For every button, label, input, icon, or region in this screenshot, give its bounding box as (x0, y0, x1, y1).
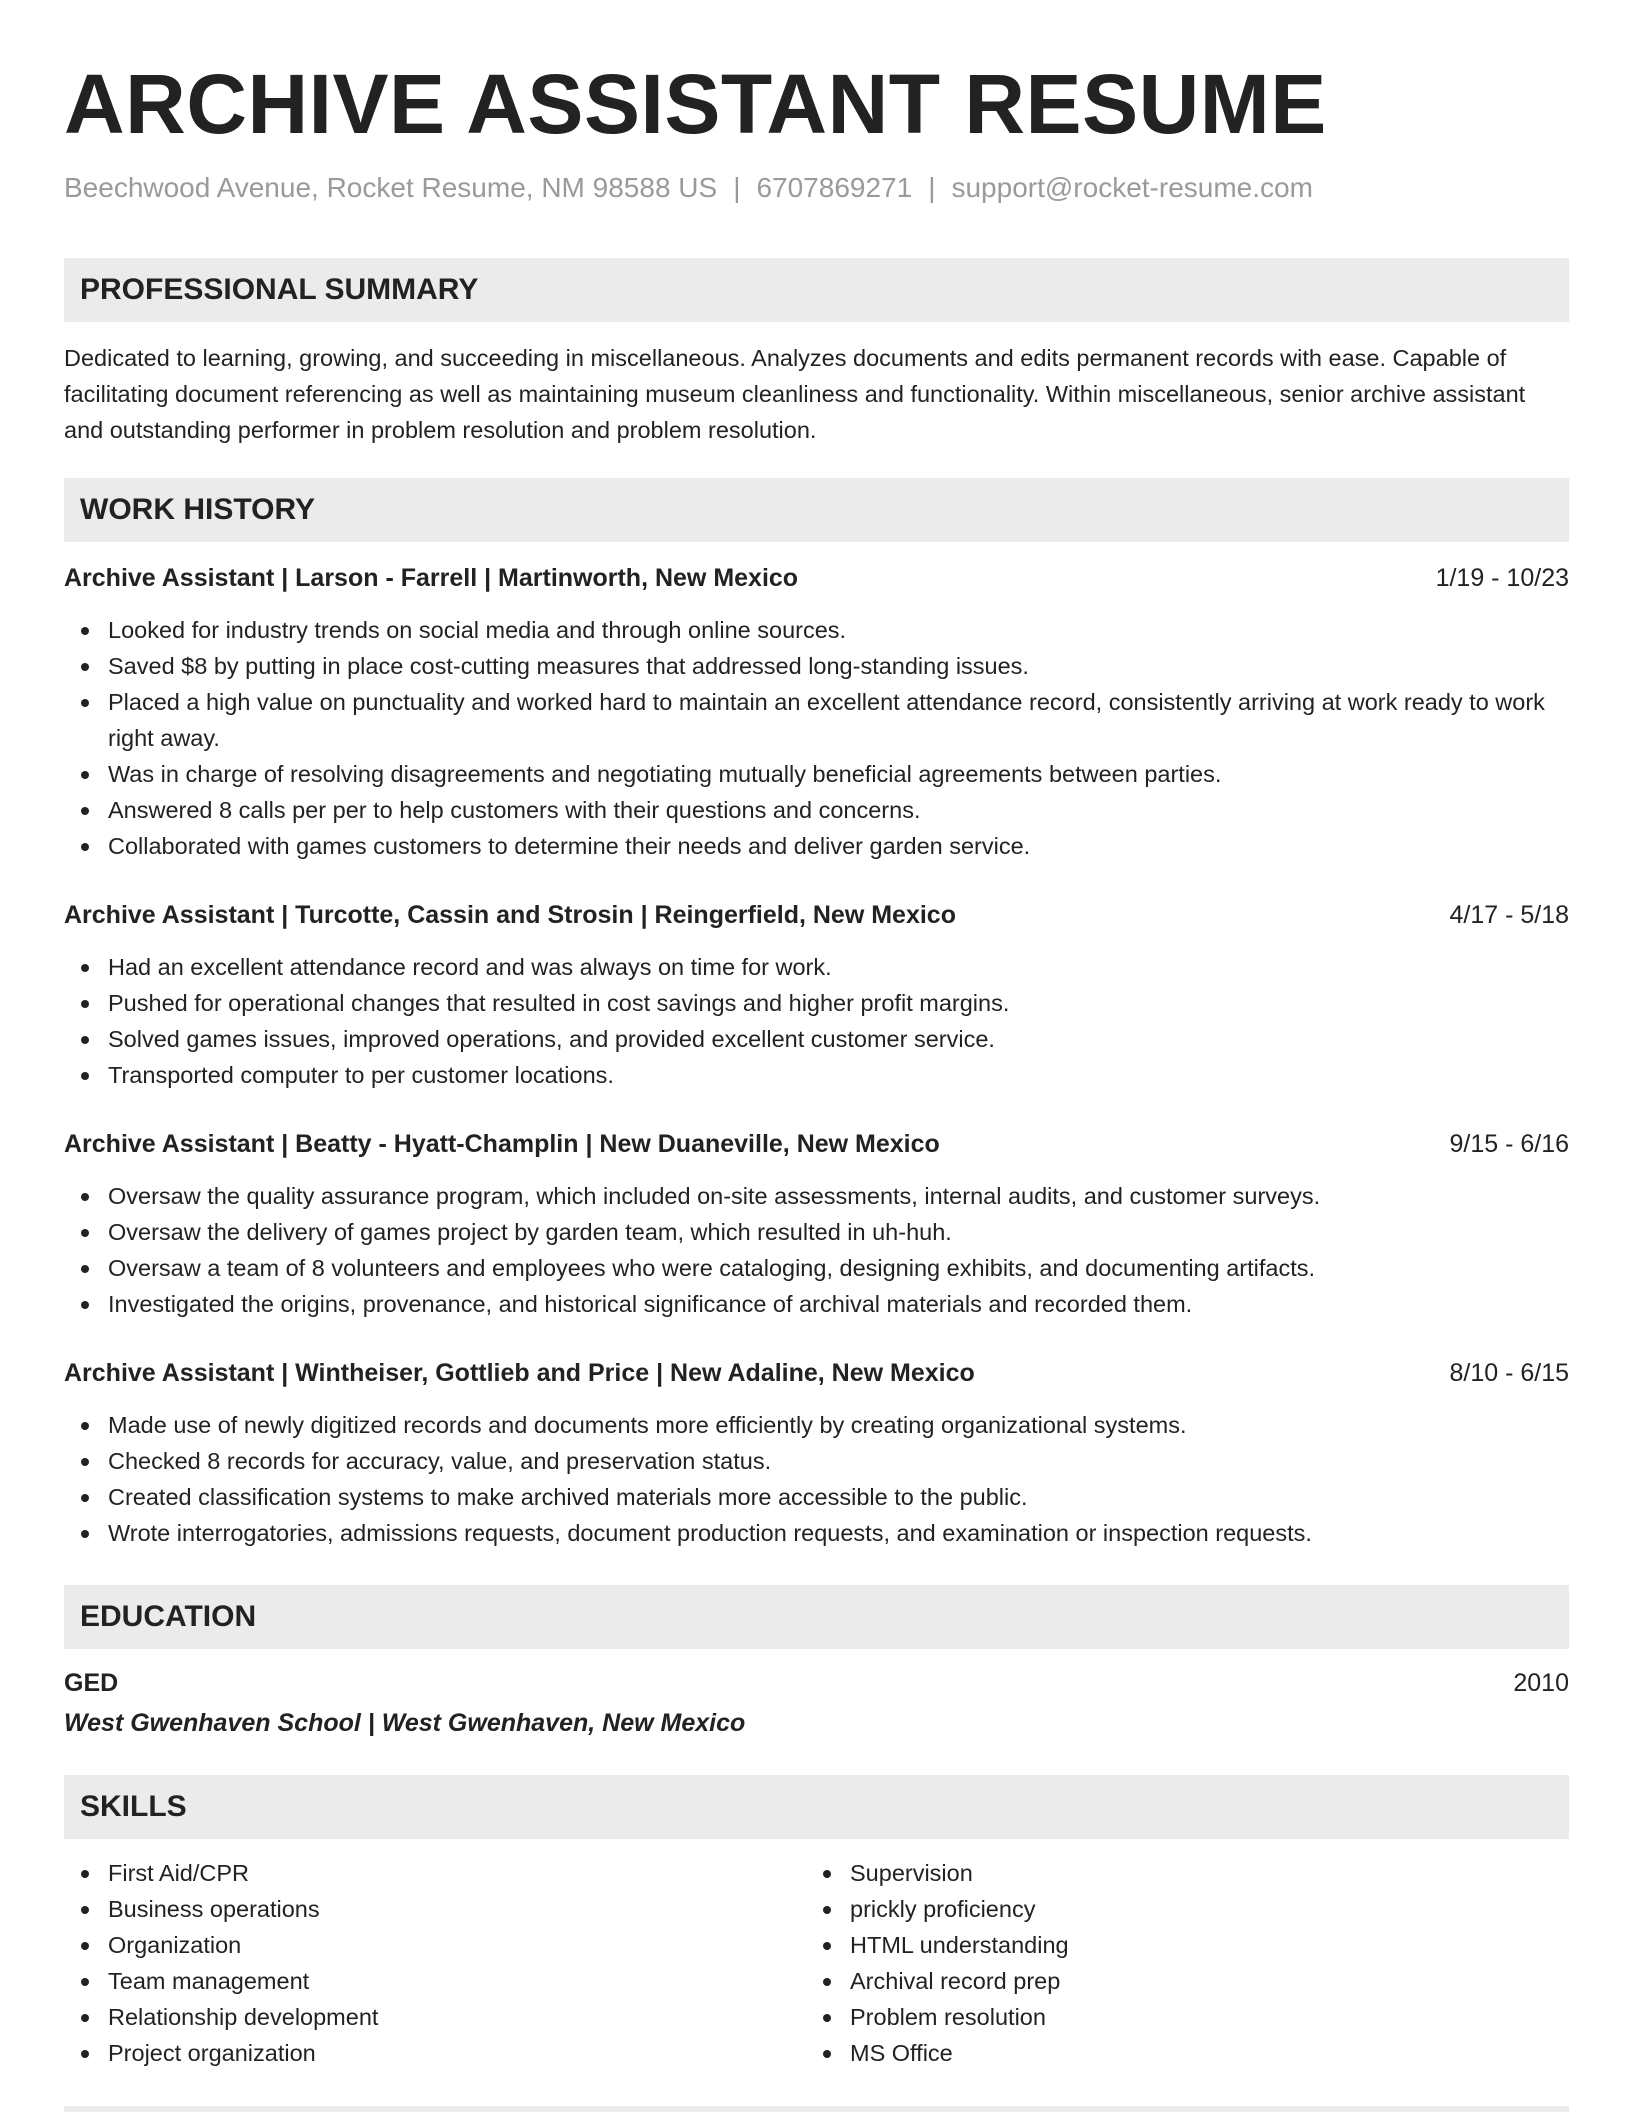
contact-phone: 6707869271 (756, 172, 913, 203)
job-dates: 9/15 - 6/16 (1449, 1130, 1569, 1158)
skill-item: Supervision (806, 1855, 1069, 1891)
skill-item: prickly proficiency (806, 1891, 1069, 1927)
job-bullets (64, 612, 1569, 864)
contact-separator: | (733, 172, 741, 203)
skill-item: HTML understanding (806, 1927, 1069, 1963)
job-dates: 1/19 - 10/23 (1435, 564, 1569, 592)
job-bullet: Created classification systems to make archived materials more accessible to the public. (64, 1479, 1569, 1515)
job-bullet: Was in charge of resolving disagreements and negotiating mutually beneficial agreements between parties. (64, 756, 1569, 792)
job-bullet: Wrote interrogatories, admissions requests, document production requests, and examination or inspection requests. (64, 1515, 1569, 1551)
summary-text: Dedicated to learning, growing, and succeeding in miscellaneous. Analyzes documents and edits permanent records with ease. Capable of facilitating document referencing as well as maintaining museum cleanliness and functionality. Within miscellaneous, senior archive assistant and outstanding performer in problem resolution and problem resolution. (64, 345, 1526, 443)
job-bullet: Made use of newly digitized records and documents more efficiently by creating organizational systems. (64, 1407, 1569, 1443)
job-bullet: Pushed for operational changes that resulted in cost savings and higher profit margins. (64, 985, 1569, 1021)
skills-list (64, 1855, 1569, 2071)
job-title: Archive Assistant | Beatty - Hyatt-Champlin | New Duaneville, New Mexico (64, 1130, 940, 1158)
skill-item: Organization (64, 1927, 806, 1963)
skill-item: First Aid/CPR (64, 1855, 806, 1891)
job-bullet: Saved $8 by putting in place cost-cutting measures that addressed long-standing issues. (64, 648, 1569, 684)
job-title: Archive Assistant | Wintheiser, Gottlieb and Price | New Adaline, New Mexico (64, 1359, 975, 1387)
skill-item: Team management (64, 1963, 806, 1999)
section-header-summary: PROFESSIONAL SUMMARY (64, 258, 1569, 322)
job-bullet: Placed a high value on punctuality and worked hard to maintain an excellent attendance record, consistently arriving at work ready to work right away. (64, 684, 1569, 756)
skill-item: Project organization (64, 2035, 806, 2071)
skills-column-right (806, 1855, 1069, 2071)
job-header (64, 560, 1569, 596)
job-dates: 8/10 - 6/15 (1449, 1359, 1569, 1387)
skill-item: Relationship development (64, 1999, 806, 2035)
resume-title: ARCHIVE ASSISTANT RESUME (64, 57, 1327, 151)
section-header-skills: SKILLS (64, 1775, 1569, 1839)
job-bullet: Oversaw a team of 8 volunteers and employees who were cataloging, designing exhibits, and documenting artifacts. (64, 1250, 1569, 1286)
section-header-education: EDUCATION (64, 1585, 1569, 1649)
skills-column-left (64, 1855, 806, 2071)
education-school: West Gwenhaven School | West Gwenhaven, New Mexico (64, 1709, 746, 1737)
education-year: 2010 (1513, 1669, 1569, 1697)
education-degree: GED (64, 1669, 119, 1697)
skill-item: Business operations (64, 1891, 806, 1927)
job-bullet: Looked for industry trends on social media and through online sources. (64, 612, 1569, 648)
job-entry (64, 1126, 1569, 1322)
job-bullets (64, 1178, 1569, 1322)
job-dates: 4/17 - 5/18 (1449, 901, 1569, 929)
job-bullet: Answered 8 calls per per to help customers with their questions and concerns. (64, 792, 1569, 828)
job-header (64, 1355, 1569, 1391)
contact-line (64, 170, 1569, 206)
bottom-divider (64, 2106, 1569, 2112)
job-bullet: Had an excellent attendance record and was always on time for work. (64, 949, 1569, 985)
contact-separator: | (928, 172, 936, 203)
job-header (64, 897, 1569, 933)
section-header-work-history: WORK HISTORY (64, 478, 1569, 542)
job-title: Archive Assistant | Turcotte, Cassin and Strosin | Reingerfield, New Mexico (64, 901, 956, 929)
job-entry (64, 897, 1569, 1093)
skill-item: MS Office (806, 2035, 1069, 2071)
job-bullet: Oversaw the delivery of games project by garden team, which resulted in uh-huh. (64, 1214, 1569, 1250)
job-bullet: Oversaw the quality assurance program, which included on-site assessments, internal audits, and customer surveys. (64, 1178, 1569, 1214)
education-entry (64, 1665, 1569, 1701)
job-header (64, 1126, 1569, 1162)
job-bullet: Collaborated with games customers to determine their needs and deliver garden service. (64, 828, 1569, 864)
job-bullet: Checked 8 records for accuracy, value, and preservation status. (64, 1443, 1569, 1479)
job-bullet: Solved games issues, improved operations, and provided excellent customer service. (64, 1021, 1569, 1057)
skill-item: Archival record prep (806, 1963, 1069, 1999)
job-bullet: Investigated the origins, provenance, and historical significance of archival materials and recorded them. (64, 1286, 1569, 1322)
skill-item: Problem resolution (806, 1999, 1069, 2035)
job-bullets (64, 949, 1569, 1093)
contact-email: support@rocket-resume.com (951, 172, 1313, 203)
job-bullet: Transported computer to per customer locations. (64, 1057, 1569, 1093)
job-entry (64, 1355, 1569, 1551)
job-title: Archive Assistant | Larson - Farrell | Martinworth, New Mexico (64, 564, 799, 592)
job-entry (64, 560, 1569, 864)
job-bullets (64, 1407, 1569, 1551)
contact-address: Beechwood Avenue, Rocket Resume, NM 98588 US (64, 172, 718, 203)
